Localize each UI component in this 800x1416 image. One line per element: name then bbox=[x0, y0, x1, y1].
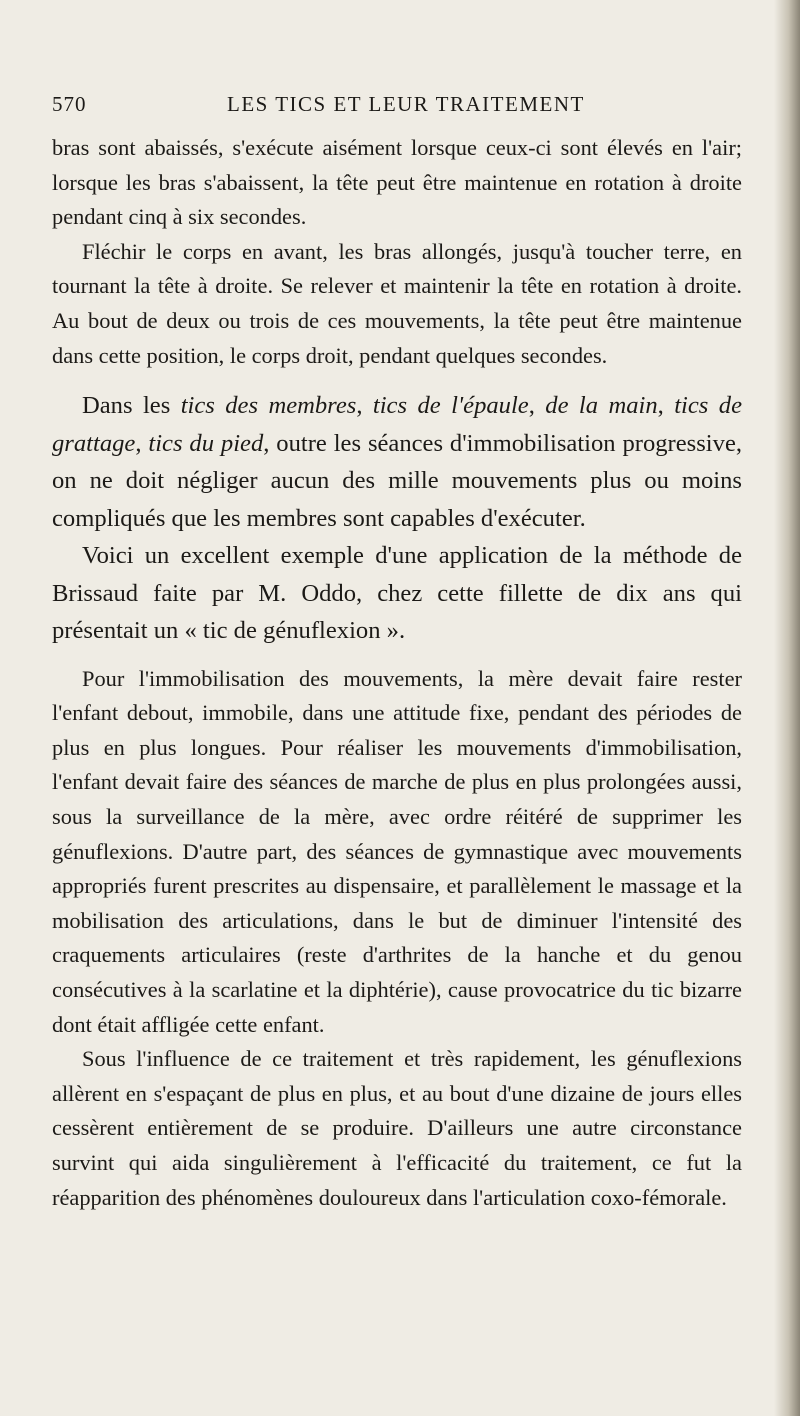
paragraph-1: bras sont abaissés, s'exécute aisément lorsque ceux-ci sont élevés en l'air; lorsque les bras s'abaissent, la tête peut être maintenue en rotation à droite pendant cinq à six secondes. bbox=[52, 135, 742, 230]
italic-term-main: de la main bbox=[545, 392, 658, 420]
separator: , bbox=[135, 429, 149, 457]
italic-term-tics-membres: tics des membres bbox=[180, 392, 357, 420]
paragraph-4: Voici un excellent exemple d'une application de la méthode de Brissaud faite par M. Oddo, chez cette fillette de dix ans qui présentait un « tic de génuflexion ». bbox=[52, 542, 742, 645]
paragraph-3-prefix: Dans les bbox=[82, 392, 181, 420]
paragraph-5: Pour l'immobilisation des mouvements, la mère devait faire rester l'enfant debout, immobile, dans une attitude fixe, pendant des périodes de plus en plus longues. Pour réaliser les mouvements d'immobilisation, l'enfant devait faire des séances de marche de plus en plus prolongées aussi, sous la surveillance de la mère, avec ordre réitéré de supprimer les génuflexions. D'autre part, des séances de gymnastique avec mouvements appropriés furent prescrites au dispensaire, et parallèlement le massage et la mobilisation des articulations, dans le but de diminuer l'intensité des craquements articulaires (reste d'arthrites de la hanche et du genou consécutives à la scarlatine et la diphtérie), cause provocatrice du tic bizarre dont était affligée cette enfant. bbox=[52, 665, 742, 1037]
page-number: 570 bbox=[52, 92, 87, 116]
paragraph-3-suffix: , outre les séances d'immobilisation progressive, on ne doit négliger aucun des mille mouvements plus ou moins compliqués que les membres sont capables d'exécuter. bbox=[52, 429, 743, 532]
italic-term-tics-epaule: tics de l'épaule bbox=[372, 392, 529, 420]
body-text bbox=[52, 131, 742, 1215]
paragraph-2: Fléchir le corps en avant, les bras allongés, jusqu'à toucher terre, en tournant la tête à droite. Se relever et maintenir la tête en rotation à droite. Au bout de deux ou trois de ces mouvements, la tête peut être maintenue dans cette position, le corps droit, pendant quelques secondes. bbox=[52, 238, 742, 368]
separator: , bbox=[356, 392, 373, 420]
paragraph-6: Sous l'influence de ce traitement et très rapidement, les génuflexions allèrent en s'espaçant de plus en plus, et au bout d'une dizaine de jours elles cessèrent entièrement de se produire. D'ailleurs une autre circonstance survint qui aida singulièrement à l'efficacité du traitement, ce fut la réapparition des phénomènes douloureux dans l'articulation coxo-fémorale. bbox=[52, 1046, 742, 1210]
separator: , bbox=[657, 392, 675, 420]
italic-term-tics-grattage: tics de grattage bbox=[52, 392, 742, 457]
page-edge-shadow bbox=[774, 0, 800, 1416]
running-header bbox=[52, 92, 752, 118]
italic-term-tics-pied: tics du pied bbox=[148, 429, 264, 457]
separator: , bbox=[528, 392, 546, 420]
running-title: LES TICS ET LEUR TRAITEMENT bbox=[227, 92, 585, 116]
paragraph-3 bbox=[52, 387, 742, 537]
